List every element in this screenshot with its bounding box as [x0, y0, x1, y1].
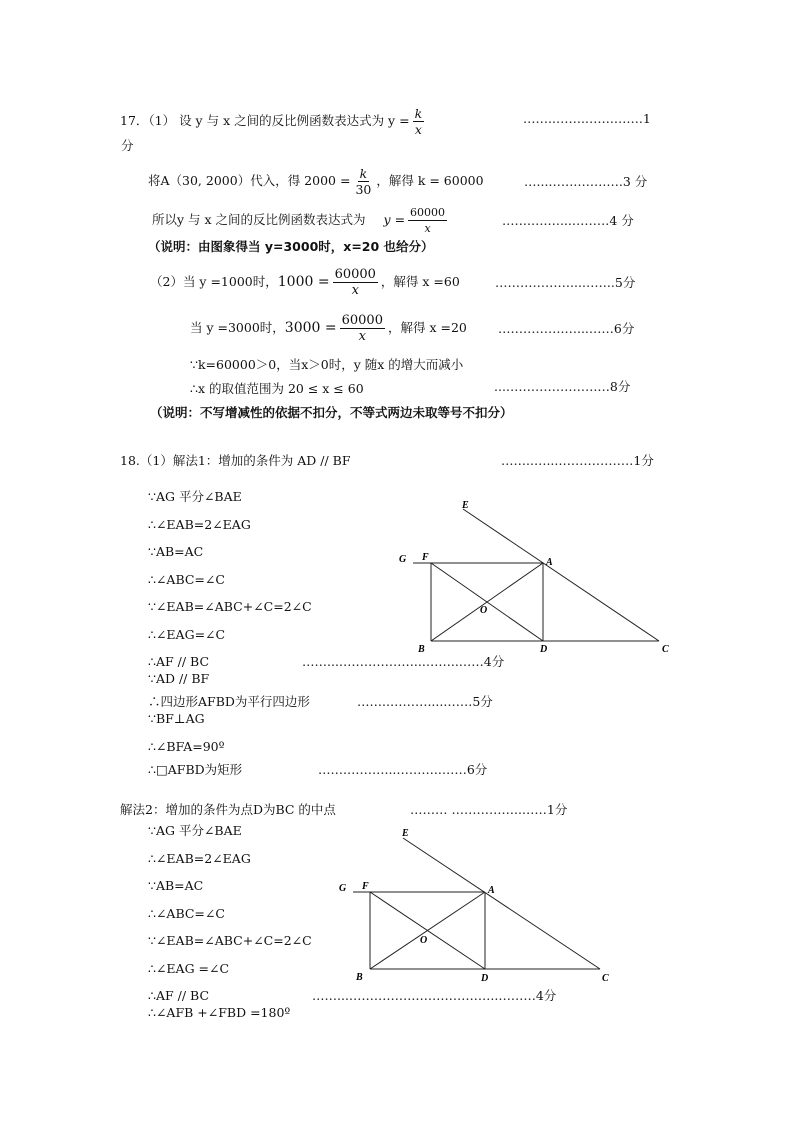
numerator: 60000 [334, 267, 376, 282]
denominator: x [358, 329, 366, 344]
label-E: E [462, 500, 469, 511]
q17-part2-when: （2）当 y =1000时， [150, 274, 278, 289]
q18-header: 18.（1）解法1：增加的条件为 AD // BF [120, 453, 351, 468]
line-A-B [431, 563, 543, 641]
proof-step: ∵∠EAB=∠ABC+∠C=2∠C [148, 599, 312, 614]
proof-step: ∴∠EAB=2∠EAG [148, 517, 251, 532]
fraction-k-over-x [413, 106, 425, 137]
q17-note1: （说明：由图象得当 y=3000时，x=20 也给分） [148, 239, 434, 254]
label-A: A [488, 885, 495, 896]
proof-step: ∵AB=AC [148, 544, 204, 559]
proof-step: ∴AF // BC [148, 988, 210, 1003]
method1-dots-4: ……...………………...……..……4分 [302, 654, 505, 669]
line-F-D [431, 563, 543, 641]
denominator: x [351, 283, 359, 298]
proof-step: ∵AG 平分∠BAE [148, 823, 242, 838]
q17-note2: （说明：不写增减性的依据不扣分，不等式两边未取等号不扣分） [150, 405, 513, 420]
denominator: x [424, 222, 431, 235]
line-A-B [370, 892, 485, 969]
proof-step: ∴四边形AFBD为平行四边形 [148, 694, 310, 709]
label-A: A [546, 557, 553, 568]
fraction-k-over-30 [353, 166, 373, 197]
label-D: D [540, 644, 548, 655]
fraction-60000-over-x [333, 267, 378, 298]
method2-dots-4: ……...…………….………………..………4分 [312, 988, 557, 1003]
q17-line3-text: 所以y 与 x 之间的反比例函数表达式为 [152, 212, 366, 227]
q17-line2 [148, 166, 484, 197]
label-B: B [418, 644, 425, 655]
numerator: 60000 [341, 313, 383, 328]
q17-line3-dots: …….….…...………4 分 [502, 213, 634, 228]
q17-line1-text: 17．（1） 设 y 与 x 之间的反比例函数表达式为 y = [120, 113, 410, 128]
fraction-60000-over-x [408, 205, 447, 236]
method1-dots-5: ……..……….....……5分 [357, 694, 493, 709]
label-G: G [339, 883, 347, 894]
label-B: B [356, 972, 363, 983]
q17-line2-dots: …...…….…….….3 分 [524, 174, 648, 189]
q17-part2-solve2: ，解得 x =20 [387, 320, 467, 335]
proof-step: ∵BF⊥AG [148, 711, 205, 726]
proof-step: ∴AF // BC [148, 654, 210, 669]
q17-part2-line2 [190, 313, 467, 344]
label-E: E [402, 828, 409, 839]
proof-step: ∴□AFBD为矩形 [148, 762, 243, 777]
q17-line1-dots: ……..…….…….…….1 [523, 111, 651, 126]
q17-line3-lhs: y = [383, 212, 406, 227]
proof-step: ∴∠EAB=2∠EAG [148, 851, 251, 866]
label-C: C [602, 973, 609, 984]
q17-part2-dots: ………………...……..5分 [495, 275, 636, 290]
q17-line2-solve: ，解得 k = 60000 [376, 173, 484, 188]
q18-header-dots: ……..…...………………1分 [501, 453, 654, 468]
label-F: F [362, 881, 369, 892]
q17-line2-text: 将A（30, 2000）代入，得 2000 = [148, 173, 351, 188]
line-E-C [403, 838, 600, 969]
proof-step: ∴∠AFB +∠FBD =180º [148, 1005, 291, 1020]
label-O: O [480, 605, 488, 616]
q17-part2-lhs2: 3000 = [284, 320, 337, 336]
label-G: G [399, 554, 407, 565]
label-D: D [481, 973, 489, 984]
proof-step: ∵AD // BF [148, 671, 210, 686]
line-F-D [370, 892, 485, 969]
proof-step: ∴∠EAG=∠C [148, 627, 226, 642]
q17-part2-solve: ，解得 x =60 [380, 274, 460, 289]
q17-part2-line3: ∵k=60000＞0，当x＞0时，y 随x 的增大而减小 [190, 357, 464, 372]
numerator: 60000 [410, 206, 446, 219]
q17-part2-line4: ∴x 的取值范围为 20 ≤ x ≤ 60 [190, 381, 364, 396]
proof-step: ∴∠ABC=∠C [148, 572, 225, 587]
method2-header: 解法2：增加的条件为点D为BC 的中点 [120, 802, 336, 817]
method1-dots-6: …….………...………..……6分 [318, 762, 488, 777]
q17-part2-dots4: ...………………….…8分 [494, 379, 631, 394]
q17-line1 [120, 106, 427, 137]
method2-header-dots: ……… ……………..……1分 [410, 802, 568, 817]
proof-step: ∴∠ABC=∠C [148, 906, 225, 921]
proof-step: ∴∠BFA=90º [148, 739, 225, 754]
label-O: O [420, 935, 428, 946]
line-E-C [463, 509, 659, 641]
fraction-60000-over-x [340, 313, 385, 344]
numerator: k [359, 166, 368, 181]
q17-line1-fen: 分 [121, 138, 134, 153]
proof-step: ∵∠EAB=∠ABC+∠C=2∠C [148, 933, 312, 948]
q17-part2-lhs: 1000 = [277, 274, 330, 290]
denominator: 30 [355, 182, 372, 197]
denominator: x [414, 122, 422, 137]
q17-part2-when2: 当 y =3000时， [190, 320, 285, 335]
q17-part2-dots2: …………….…...……6分 [498, 321, 635, 336]
label-C: C [662, 644, 669, 655]
label-F: F [422, 552, 429, 563]
proof-step: ∵AG 平分∠BAE [148, 489, 242, 504]
q17-line3 [152, 205, 450, 236]
q17-part2-line1 [150, 267, 460, 298]
proof-step: ∵AB=AC [148, 878, 204, 893]
numerator: k [414, 106, 423, 121]
proof-step: ∴∠EAG =∠C [148, 961, 230, 976]
